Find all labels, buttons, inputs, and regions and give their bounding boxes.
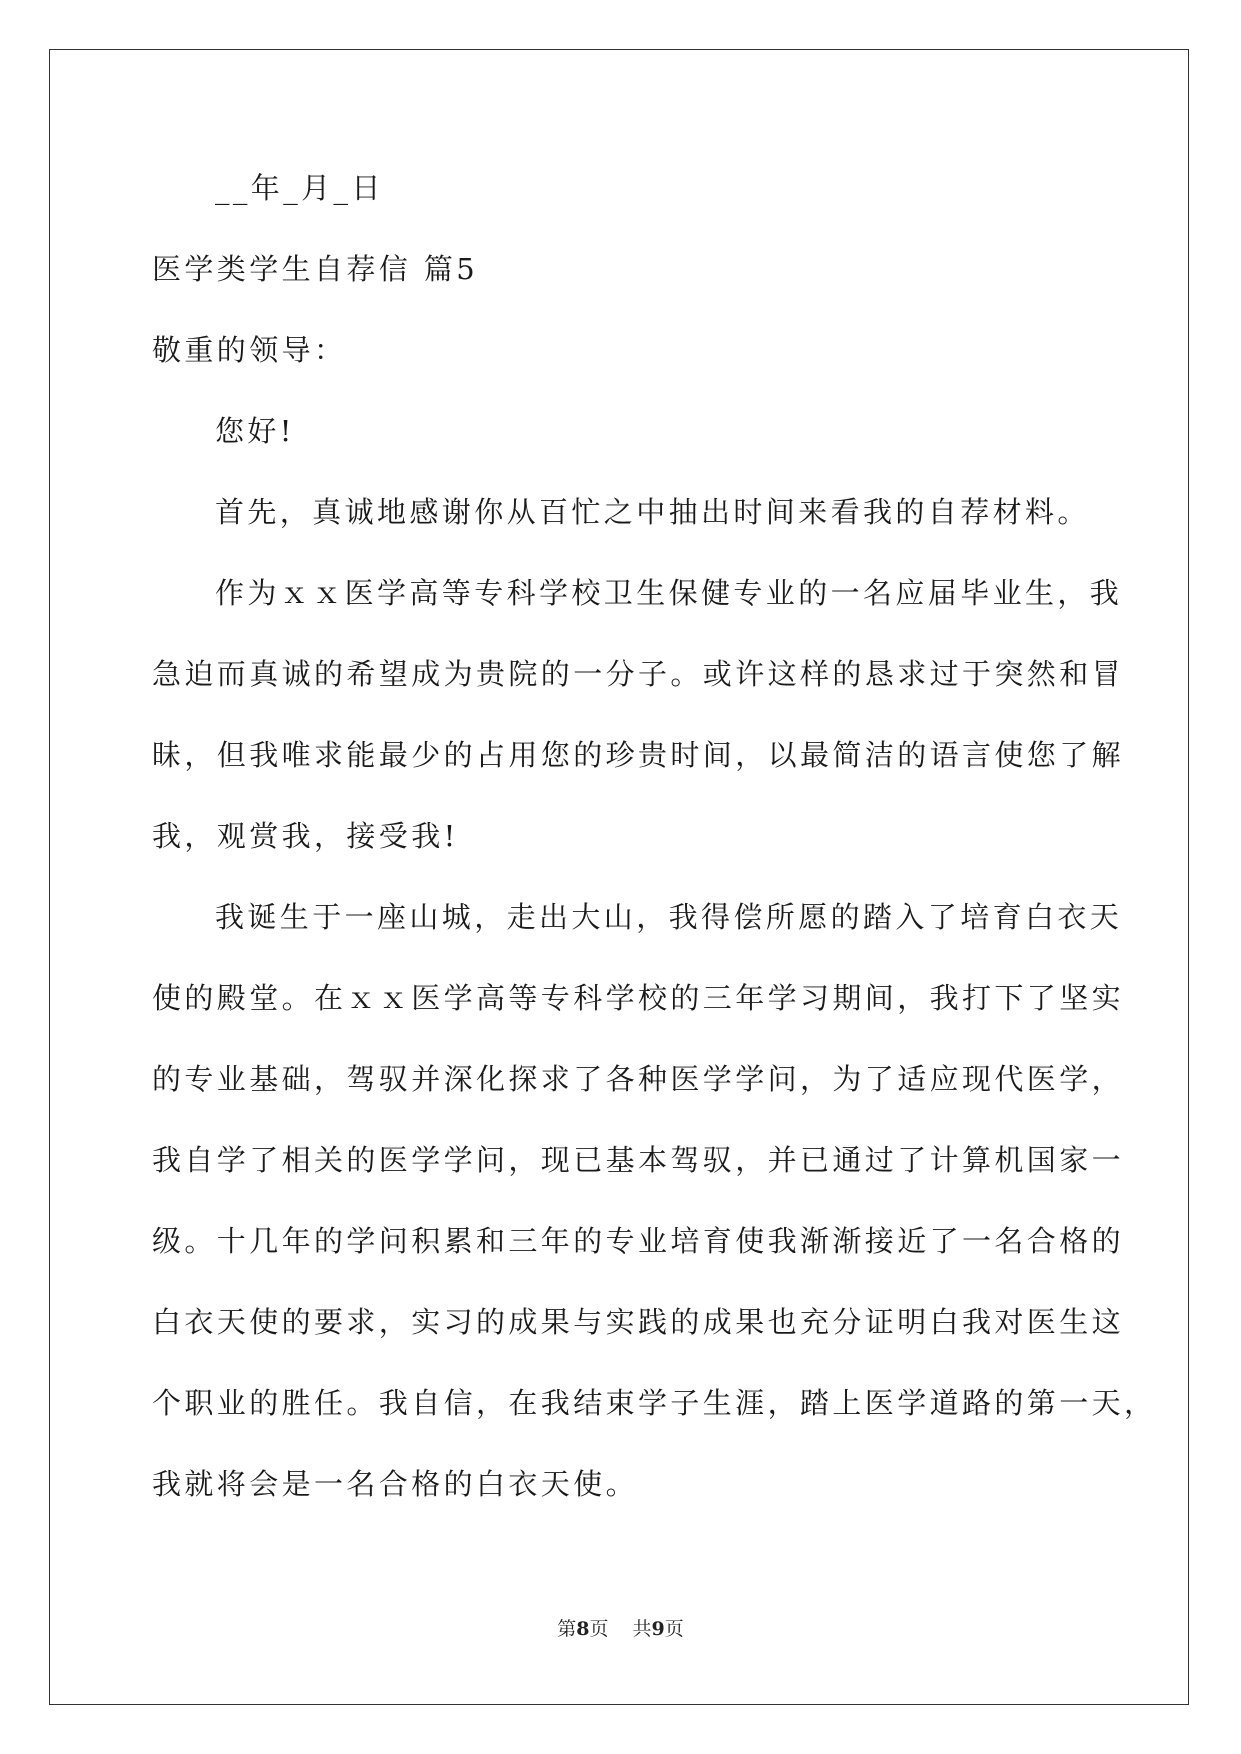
- greeting: 您好!: [215, 414, 295, 448]
- paragraph-3-line: 使的殿堂。在ｘｘ医学高等专科学校的三年学习期间，我打下了坚实: [152, 981, 1125, 1015]
- salutation: 敬重的领导：: [152, 333, 347, 367]
- paragraph-2-line: 作为ｘｘ医学高等专科学校卫生保健专业的一名应届毕业生，我: [215, 576, 1123, 610]
- paragraph-3-line: 我诞生于一座山城，走出大山，我得偿所愿的踏入了培育白衣天: [215, 900, 1123, 934]
- paragraph-3-line: 级。十几年的学问积累和三年的专业培育使我渐渐接近了一名合格的: [152, 1224, 1125, 1258]
- paragraph-1-line: 首先，真诚地感谢你从百忙之中抽出时间来看我的自荐材料。: [215, 495, 1090, 529]
- date-line: __年_月_日: [215, 171, 384, 205]
- footer-prefix: 第: [557, 1618, 577, 1640]
- paragraph-2-line: 急迫而真诚的希望成为贵院的一分子。或许这样的恳求过于突然和冒: [152, 657, 1125, 691]
- footer-page-unit: 页: [589, 1618, 609, 1640]
- paragraph-2-line: 昧，但我唯求能最少的占用您的珍贵时间，以最简洁的语言使您了解: [152, 738, 1125, 772]
- paragraph-3-line: 个职业的胜任。我自信，在我结束学子生涯，踏上医学道路的第一天，: [152, 1386, 1157, 1420]
- page-footer: [0, 1617, 1241, 1641]
- paragraph-3-line: 的专业基础，驾驭并深化探求了各种医学学问，为了适应现代医学，: [152, 1062, 1125, 1096]
- letter-heading: 医学类学生自荐信 篇5: [152, 252, 479, 286]
- total-pages-number: 9: [651, 1618, 665, 1640]
- footer-total-prefix: 共: [632, 1618, 652, 1640]
- paragraph-3-line: 白衣天使的要求，实习的成果与实践的成果也充分证明白我对医生这: [152, 1305, 1125, 1339]
- page-border: [49, 49, 1189, 1705]
- paragraph-3-line: 我自学了相关的医学学问，现已基本驾驭，并已通过了计算机国家一: [152, 1143, 1125, 1177]
- paragraph-2-line: 我，观赏我，接受我!: [152, 819, 459, 853]
- paragraph-3-line: 我就将会是一名合格的白衣天使。: [152, 1467, 639, 1501]
- footer-total-unit: 页: [664, 1618, 684, 1640]
- current-page-number: 8: [576, 1618, 590, 1640]
